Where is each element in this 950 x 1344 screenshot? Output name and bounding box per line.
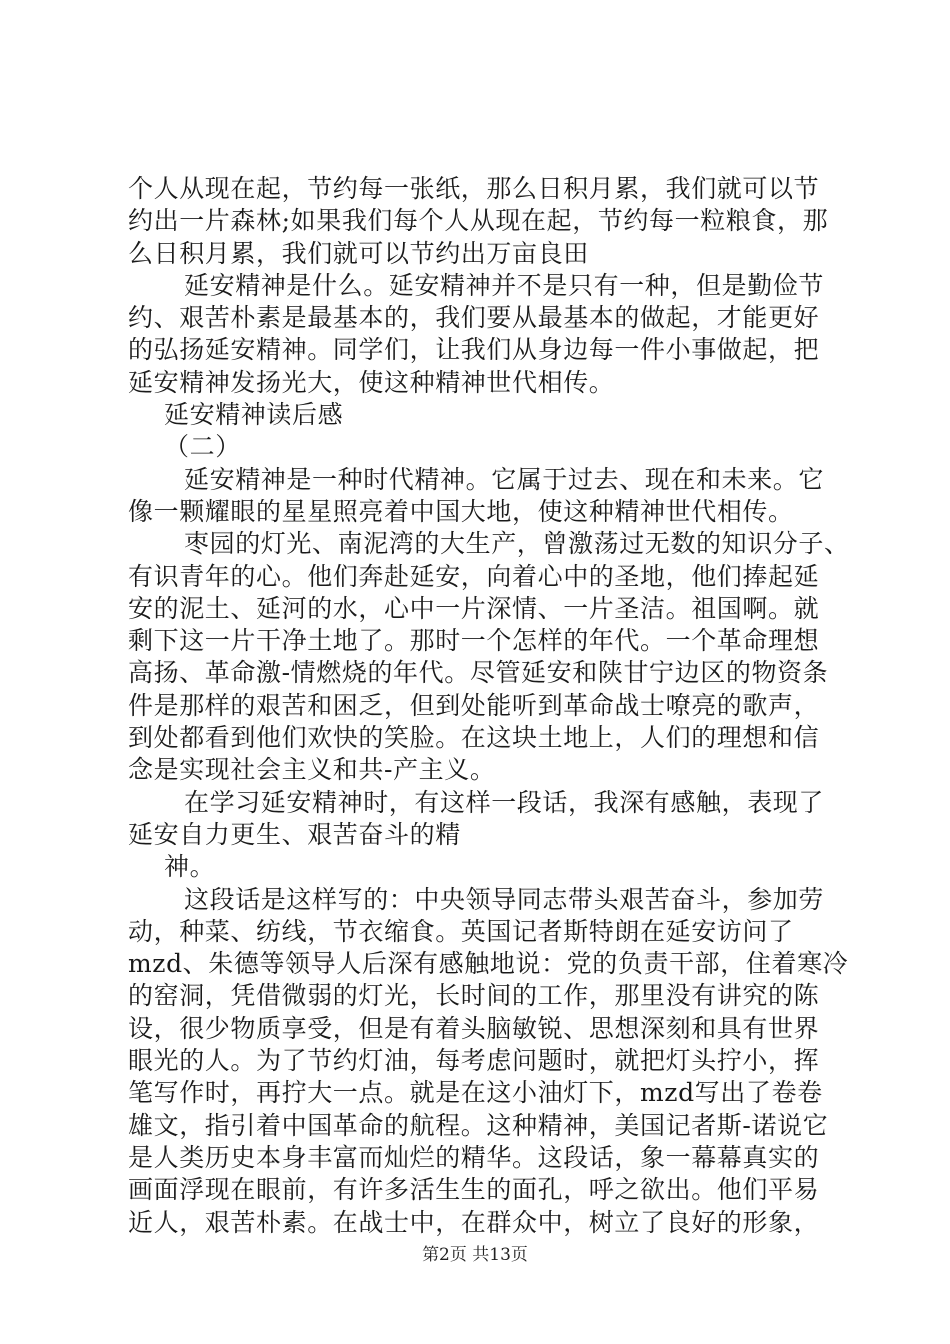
text-line: 剩下这一片干净土地了。那时一个怎样的年代。一个革命理想 <box>128 626 820 656</box>
page-footer <box>0 1243 950 1267</box>
text-line: 像一颗耀眼的星星照亮着中国大地，使这种精神世代相传。 <box>128 496 794 526</box>
text-line: 动，种菜、纺线，节衣缩食。英国记者斯特朗在延安访问了 <box>128 916 794 946</box>
text-line: 的弘扬延安精神。同学们，让我们从身边每一件小事做起，把 <box>128 335 820 365</box>
section-number: （二） <box>164 432 241 462</box>
text-line: 眼光的人。为了节约灯油，每考虑问题时，就把灯头拧小，挥 <box>128 1046 820 1076</box>
paragraph-start: 延安精神是什么。延安精神并不是只有一种，但是勤俭节 <box>184 270 825 300</box>
paragraph-start: 这段话是这样写的：中央领导同志带头艰苦奋斗，参加劳 <box>184 884 825 914</box>
text-line: 设，很少物质享受，但是有着头脑敏锐、思想深刻和具有世界 <box>128 1013 820 1043</box>
page-number-label: 第2页 共13页 <box>422 1245 528 1265</box>
text-line: 画面浮现在眼前，有许多活生生的面孔，呼之欲出。他们平易 <box>128 1175 820 1205</box>
text-line: 约、艰苦朴素是最基本的，我们要从最基本的做起，才能更好 <box>128 303 820 333</box>
section-heading: 延安精神读后感 <box>164 400 344 430</box>
text-line: 么日积月累，我们就可以节约出万亩良田 <box>128 238 589 268</box>
text-line: 的窑洞，凭借微弱的灯光，长时间的工作，那里没有讲究的陈 <box>128 981 820 1011</box>
text-line: 个人从现在起，节约每一张纸，那么日积月累，我们就可以节 <box>128 174 820 203</box>
text-line: 念是实现社会主义和共-产主义。 <box>128 755 496 785</box>
text-line: 是人类历史本身丰富而灿烂的精华。这段话，象一幕幕真实的 <box>128 1142 820 1172</box>
paragraph-start: 在学习延安精神时，有这样一段话，我深有感触，表现了 <box>184 787 825 817</box>
text-line: 到处都看到他们欢快的笑脸。在这块土地上，人们的理想和信 <box>128 723 820 753</box>
text-line: 神。 <box>164 852 216 882</box>
document-body <box>128 173 850 1239</box>
text-line: 笔写作时，再拧大一点。就是在这小油灯下，mzd写出了卷卷 <box>128 1078 823 1108</box>
paragraph-start: 延安精神是一种时代精神。它属于过去、现在和未来。它 <box>184 464 825 494</box>
paragraph-start: 枣园的灯光、南泥湾的大生产，曾激荡过无数的知识分子、 <box>184 529 850 559</box>
text-line: 有识青年的心。他们奔赴延安，向着心中的圣地，他们捧起延 <box>128 561 820 591</box>
text-line: 约出一片森林;如果我们每个人从现在起，节约每一粒粮食，那 <box>128 206 829 236</box>
text-line: 雄文，指引着中国革命的航程。这种精神，美国记者斯-诺说它 <box>128 1110 829 1140</box>
text-line: 近人，艰苦朴素。在战士中，在群众中，树立了良好的形象， <box>128 1207 820 1237</box>
text-line: mzd、朱德等领导人后深有感触地说：党的负责干部，住着寒冷 <box>128 949 849 979</box>
text-line: 件是那样的艰苦和困乏，但到处能听到革命战士嘹亮的歌声， <box>128 690 820 720</box>
text-line: 延安精神发扬光大，使这种精神世代相传。 <box>128 367 615 397</box>
text-line: 高扬、革命激-情燃烧的年代。尽管延安和陕甘宁边区的物资条 <box>128 658 829 688</box>
text-line: 延安自力更生、艰苦奋斗的精 <box>128 819 461 849</box>
text-line: 安的泥土、延河的水，心中一片深情、一片圣洁。祖国啊。就 <box>128 593 820 623</box>
